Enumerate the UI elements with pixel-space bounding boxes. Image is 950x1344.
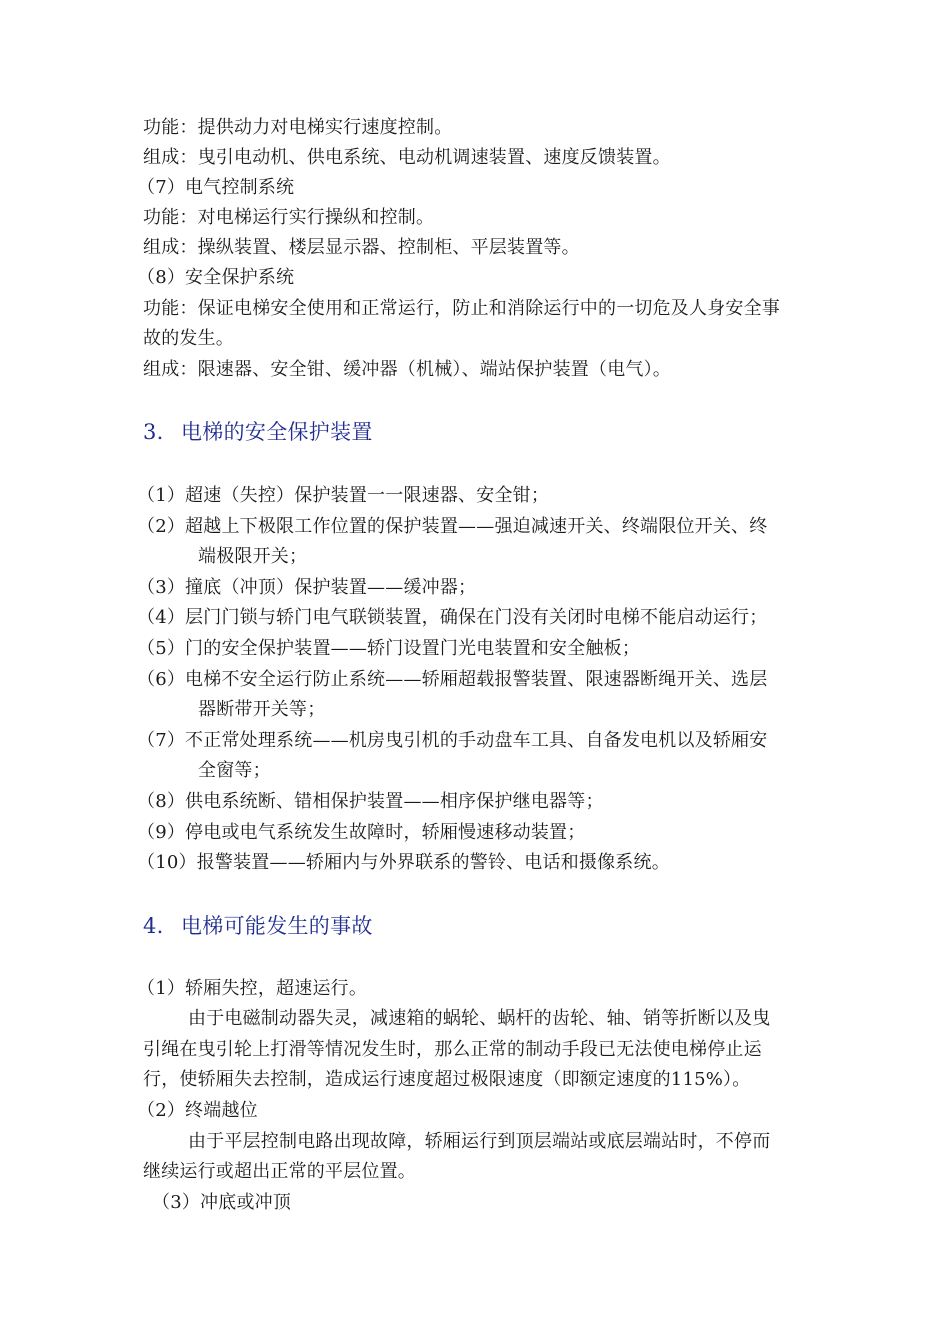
list-item: （1）超速（失控）保护装置一一限速器、安全钳； [137,485,550,506]
list-item: （8）供电系统断、错相保护装置——相序保护继电器等； [137,791,604,812]
list-item: （9）停电或电气系统发生故障时，轿厢慢速移动装置； [137,822,586,843]
list-item-continuation: 全窗等； [198,760,271,781]
section-heading-3 [143,418,373,446]
list-item: （5）门的安全保护装置——轿门设置门光电装置和安全触板； [137,638,641,659]
list-item: （6）电梯不安全运行防止系统——轿厢超载报警装置、限速器断绳开关、选层 [137,669,768,690]
accident-item-1: （1）轿厢失控，超速运行。 [137,978,368,999]
item-electrical-control: （7）电气控制系统 [137,177,295,198]
list-item-continuation: 端极限开关； [198,546,308,567]
section-number: 3. [143,420,164,444]
function-safety-line-cont: 故的发生。 [143,328,234,349]
function-control-line: 功能：对电梯运行实行操纵和控制。 [143,207,435,228]
composition-control-line: 组成：操纵装置、楼层显示器、控制柜、平层装置等。 [143,237,580,258]
list-item: （10）报警装置——轿厢内与外界联系的警铃、电话和摄像系统。 [137,852,670,873]
section-number: 4. [143,914,164,938]
paragraph-line: 由于平层控制电路出现故障，轿厢运行到顶层端站或底层端站时，不停而 [188,1131,771,1152]
function-safety-line: 功能：保证电梯安全使用和正常运行，防止和消除运行中的一切危及人身安全事 [143,298,780,319]
paragraph-line: 行，使轿厢失去控制，造成运行速度超过极限速度（即额定速度的115%）。 [143,1069,751,1090]
composition-safety-line: 组成：限速器、安全钳、缓冲器（机械）、端站保护装置（电气）。 [143,359,671,380]
paragraph-line: 由于电磁制动器失灵，减速箱的蜗轮、蜗杆的齿轮、轴、销等折断以及曳 [188,1008,771,1029]
list-item: （4）层门门锁与轿门电气联锁装置，确保在门没有关闭时电梯不能启动运行； [137,607,768,628]
accident-item-3: （3）冲底或冲顶 [152,1192,292,1213]
function-power-line: 功能：提供动力对电梯实行速度控制。 [143,117,453,138]
section-heading-4 [143,912,373,940]
paragraph-line: 继续运行或超出正常的平层位置。 [143,1161,416,1182]
list-item: （3）撞底（冲顶）保护装置——缓冲器； [137,577,477,598]
section-title: 电梯可能发生的事故 [181,914,373,938]
list-item: （2）超越上下极限工作位置的保护装置——强迫减速开关、终端限位开关、终 [137,516,768,537]
accident-item-2: （2）终端越位 [137,1100,258,1121]
paragraph-line: 引绳在曳引轮上打滑等情况发生时，那么正常的制动手段已无法使电梯停止运 [143,1039,762,1060]
item-safety-system: （8）安全保护系统 [137,267,295,288]
list-item: （7）不正常处理系统——机房曳引机的手动盘车工具、自备发电机以及轿厢安 [137,730,768,751]
section-title: 电梯的安全保护装置 [181,420,373,444]
list-item-continuation: 器断带开关等； [198,699,326,720]
composition-drive-line: 组成：曳引电动机、供电系统、电动机调速装置、速度反馈装置。 [143,147,671,168]
